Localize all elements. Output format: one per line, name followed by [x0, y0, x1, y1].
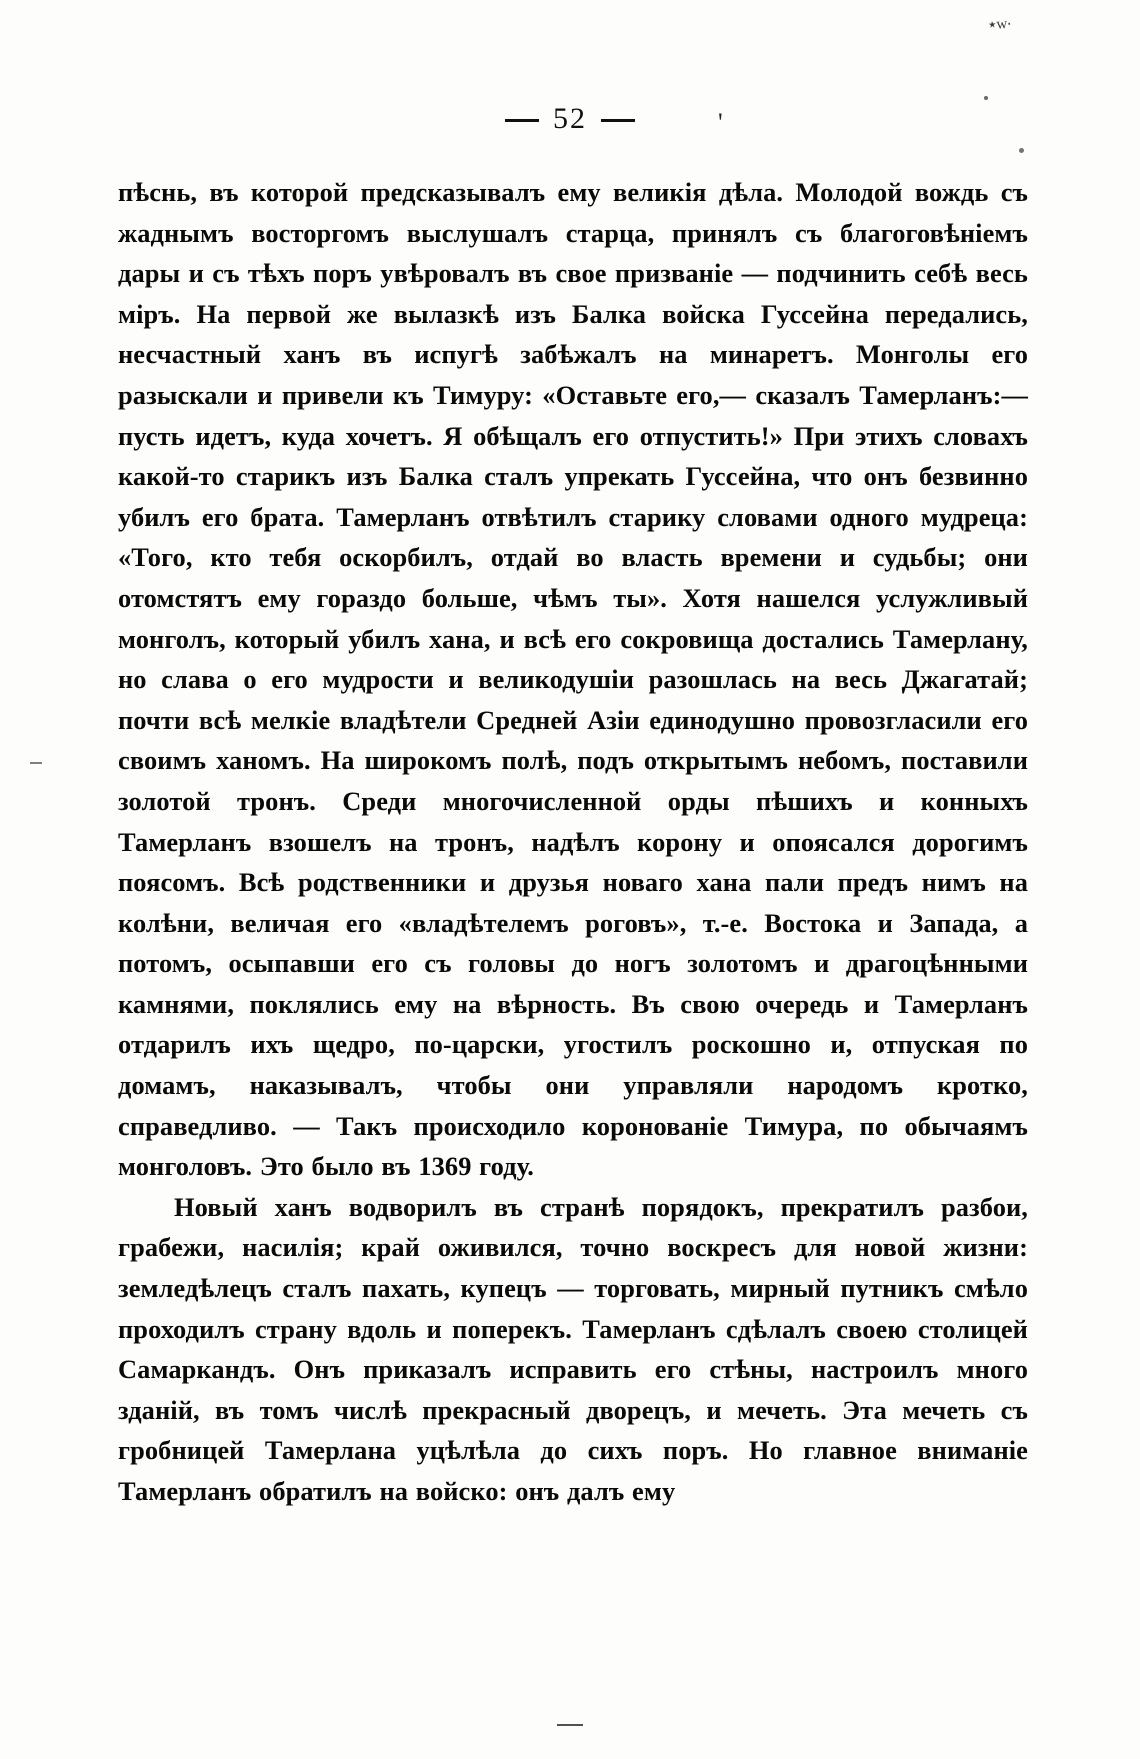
page-body-text	[118, 172, 1028, 1512]
folio-rule-right-icon	[601, 119, 635, 122]
stray-ink-mark-icon: ٭ᴡ٠	[987, 15, 1014, 34]
margin-tick-icon	[30, 762, 42, 764]
ink-speck-icon	[1019, 148, 1024, 153]
page-number: 52	[553, 102, 587, 135]
paragraph: пѣснь, въ которой предсказывалъ ему великія дѣла. Молодой вождь съ жаднымъ восторгомъ выслушалъ старца, принялъ съ благоговѣніемъ дары и съ тѣхъ поръ увѣровалъ въ свое призваніе — подчинить себѣ весь міръ. На первой же вылазкѣ изъ Балка войска Гуссейна передались, несчастный ханъ въ испугѣ забѣжалъ на минаретъ. Монголы его разыскали и привели къ Тимуру: «Оставьте его,— сказалъ Тамерланъ:—пусть идетъ, куда хочетъ. Я обѣщалъ его отпустить!» При этихъ словахъ какой-то старикъ изъ Балка сталъ упрекать Гуссейна, что онъ безвинно убилъ его брата. Тамерланъ отвѣтилъ старику словами одного мудреца: «Того, кто тебя оскорбилъ, отдай во власть времени и судьбы; они отомстятъ ему гораздо больше, чѣмъ ты». Хотя нашелся услужливый монголъ, который убилъ хана, и всѣ его сокровища достались Тамерлану, но слава о его мудрости и великодушіи разошлась на весь Джагатай; почти всѣ мелкіе владѣтели Средней Азіи единодушно провозгласили его своимъ ханомъ. На широкомъ полѣ, подъ открытымъ небомъ, поставили золотой тронъ. Среди многочисленной орды пѣшихъ и конныхъ Тамерланъ взошелъ на тронъ, надѣлъ корону и опоясался дорогимъ поясомъ. Всѣ родственники и друзья новаго хана пали предъ нимъ на колѣни, величая его «владѣтелемъ роговъ», т.-е. Востока и Запада, а потомъ, осыпавши его съ головы до ногъ золотомъ и драгоцѣнными камнями, поклялись ему на вѣрность. Въ свою очередь и Тамерланъ отдарилъ ихъ щедро, по-царски, угостилъ роскошно и, отпуская по домамъ, наказывалъ, чтобы они управляли народомъ кротко, справедливо. — Такъ происходило коронованіе Тимура, по обычаямъ монголовъ. Это было въ 1369 году.	[118, 177, 1028, 1182]
stray-apostrophe-mark-icon: '	[718, 108, 723, 137]
footer-bar-icon	[557, 1724, 583, 1726]
ink-speck-icon	[984, 96, 988, 100]
footer-rule	[0, 1717, 1140, 1735]
folio-rule-left-icon	[505, 119, 539, 122]
page-folio	[0, 102, 1140, 136]
paragraph: Новый ханъ водворилъ въ странѣ порядокъ, прекратилъ разбои, грабежи, насилія; край оживился, точно воскресъ для новой жизни: земледѣлецъ сталъ пахать, купецъ — торговать, мирный путникъ смѣло проходилъ страну вдоль и поперекъ. Тамерланъ сдѣлалъ своею столицей Самаркандъ. Онъ приказалъ исправить его стѣны, настроилъ много зданій, въ томъ числѣ прекрасный дворецъ, и мечеть. Эта мечеть съ гробницей Тамерлана уцѣлѣла до сихъ поръ. Но главное вниманіе Тамерланъ обратилъ на войско: онъ далъ ему	[118, 1191, 1028, 1506]
